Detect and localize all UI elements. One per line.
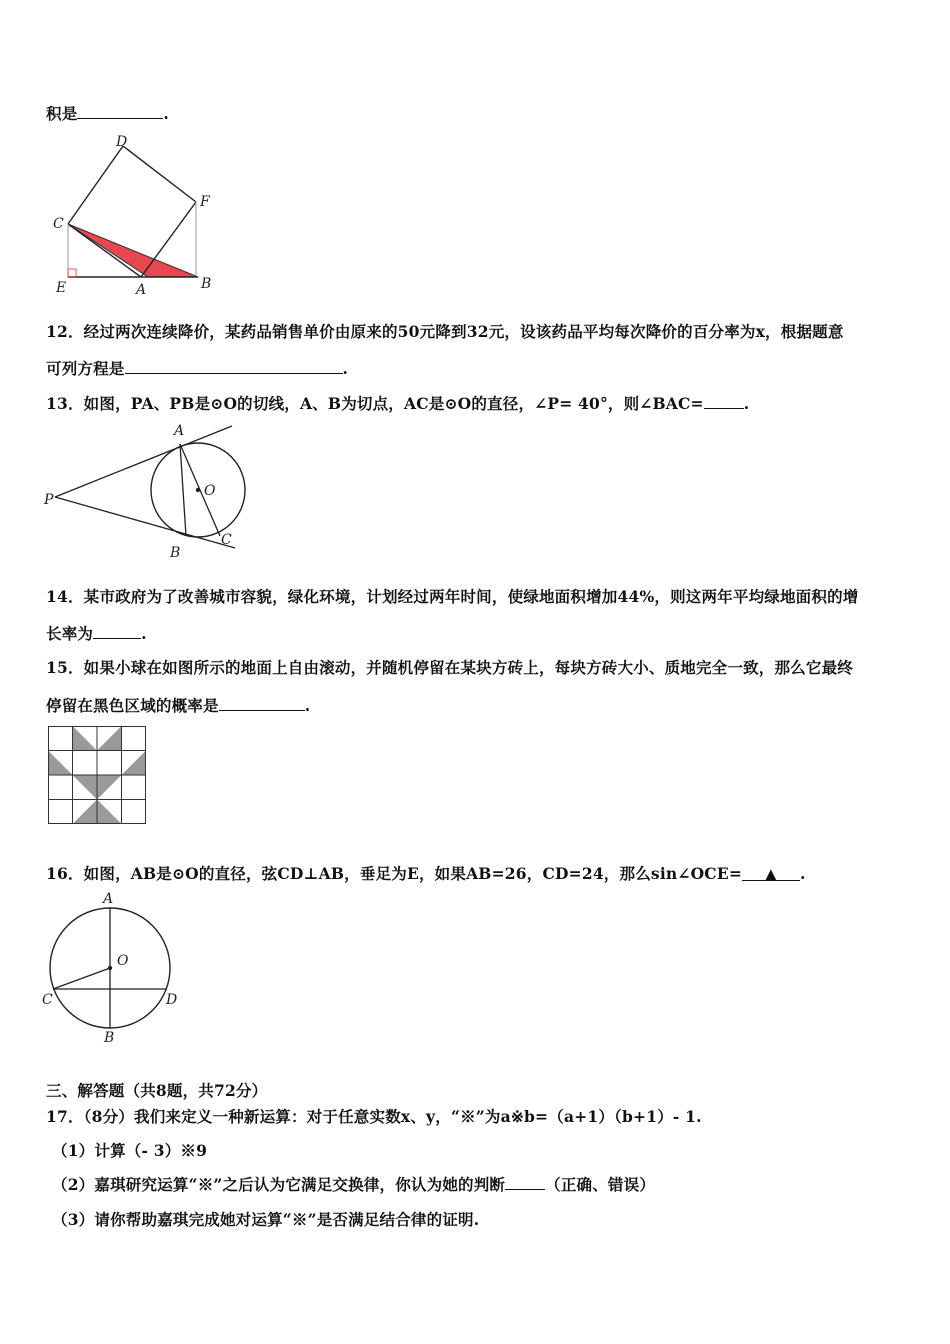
q17-answer-blank[interactable] xyxy=(505,1174,545,1190)
period: . xyxy=(141,624,147,643)
label-A: A xyxy=(136,282,147,298)
q17-line xyxy=(46,1105,702,1127)
q13-text: 13．如图，PA、PB是⊙O的切线，A、B为切点，AC是⊙O的直径，∠P= 40°，则∠BAC= xyxy=(46,394,704,413)
q17-part-3 xyxy=(52,1208,479,1230)
label-B: B xyxy=(201,276,212,292)
q16-text: 16．如图，AB是⊙O的直径，弦CD⊥AB，垂足为E，如果AB=26，CD=24，那么sin∠OCE= xyxy=(46,864,743,883)
q16-figure xyxy=(40,890,190,1050)
label-F: F xyxy=(200,194,210,210)
q11-answer-blank[interactable] xyxy=(77,103,163,119)
q15-tile-figure xyxy=(48,726,146,824)
q14-text-1: 14．某市政府为了改善城市容貌，绿化环境，计划经过两年时间，使绿地面积增加44%，则这两年平均绿地面积的增 xyxy=(46,587,859,606)
label-C: C xyxy=(42,992,53,1008)
q17-part-3-text: （3）请你帮助嘉琪完成她对运算“※”是否满足结合律的证明. xyxy=(52,1210,480,1229)
q14-answer-blank[interactable] xyxy=(93,623,141,639)
label-O: O xyxy=(117,953,129,969)
label-D: D xyxy=(116,134,128,150)
q11-tail-line xyxy=(46,102,169,124)
section-3-heading xyxy=(46,1079,267,1101)
label-A: A xyxy=(174,423,185,439)
period: . xyxy=(743,394,750,413)
q11-figure xyxy=(48,134,228,299)
q17-text: 17．（8分）我们来定义一种新运算：对于任意实数x、y，“※”为a※b=（a+1）（b+1）- 1. xyxy=(46,1107,702,1126)
label-A: A xyxy=(103,891,114,907)
q16-line xyxy=(46,862,806,884)
q15-line-1 xyxy=(46,656,853,678)
triangle-mark: ▲ xyxy=(765,865,777,883)
q15-line-2 xyxy=(46,694,310,716)
period: . xyxy=(304,696,311,715)
period: . xyxy=(163,104,170,123)
q15-text-2: 停留在黑色区域的概率是 xyxy=(46,696,219,715)
q12-line-1 xyxy=(46,320,844,342)
q15-text-1: 15．如果小球在如图所示的地面上自由滚动，并随机停留在某块方砖上，每块方砖大小、质地完全一致，那么它最终 xyxy=(46,658,853,677)
label-P: P xyxy=(44,492,54,508)
q12-text-1: 12．经过两次连续降价，某药品销售单价由原来的50元降到32元，设该药品平均每次降价的百分率为x，根据题意 xyxy=(46,322,844,341)
label-E: E xyxy=(56,280,67,296)
q17-part-1 xyxy=(52,1139,207,1161)
period: . xyxy=(800,864,806,883)
shaded-triangle xyxy=(68,224,198,277)
label-B: B xyxy=(170,545,181,561)
q12-answer-blank[interactable] xyxy=(125,358,343,374)
label-O: O xyxy=(204,483,216,499)
q17-part-1-text: （1）计算（- 3）※9 xyxy=(52,1141,208,1160)
label-C: C xyxy=(221,532,232,548)
q14-text-2: 长率为 xyxy=(46,624,94,643)
q11-tail-text: 积是 xyxy=(46,104,78,123)
section-3-text: 三、解答题（共8题，共72分） xyxy=(46,1081,268,1100)
q14-line-1 xyxy=(46,585,858,607)
q15-answer-blank[interactable] xyxy=(219,695,305,711)
q14-line-2 xyxy=(46,622,147,644)
q17-part-2-options: （正确、错误） xyxy=(545,1175,656,1194)
q13-answer-blank[interactable] xyxy=(704,393,744,409)
q13-figure xyxy=(40,418,255,563)
label-B: B xyxy=(104,1030,115,1046)
q17-part-2-text: （2）嘉琪研究运算“※”之后认为它满足交换律，你认为她的判断 xyxy=(52,1175,506,1194)
label-C: C xyxy=(53,216,64,232)
q13-line xyxy=(46,392,749,414)
q12-line-2 xyxy=(46,357,348,379)
q17-part-2 xyxy=(52,1173,655,1195)
q12-text-2: 可列方程是 xyxy=(46,359,125,378)
period: . xyxy=(342,359,349,378)
label-D: D xyxy=(166,992,178,1008)
q16-answer-blank[interactable] xyxy=(742,865,800,881)
